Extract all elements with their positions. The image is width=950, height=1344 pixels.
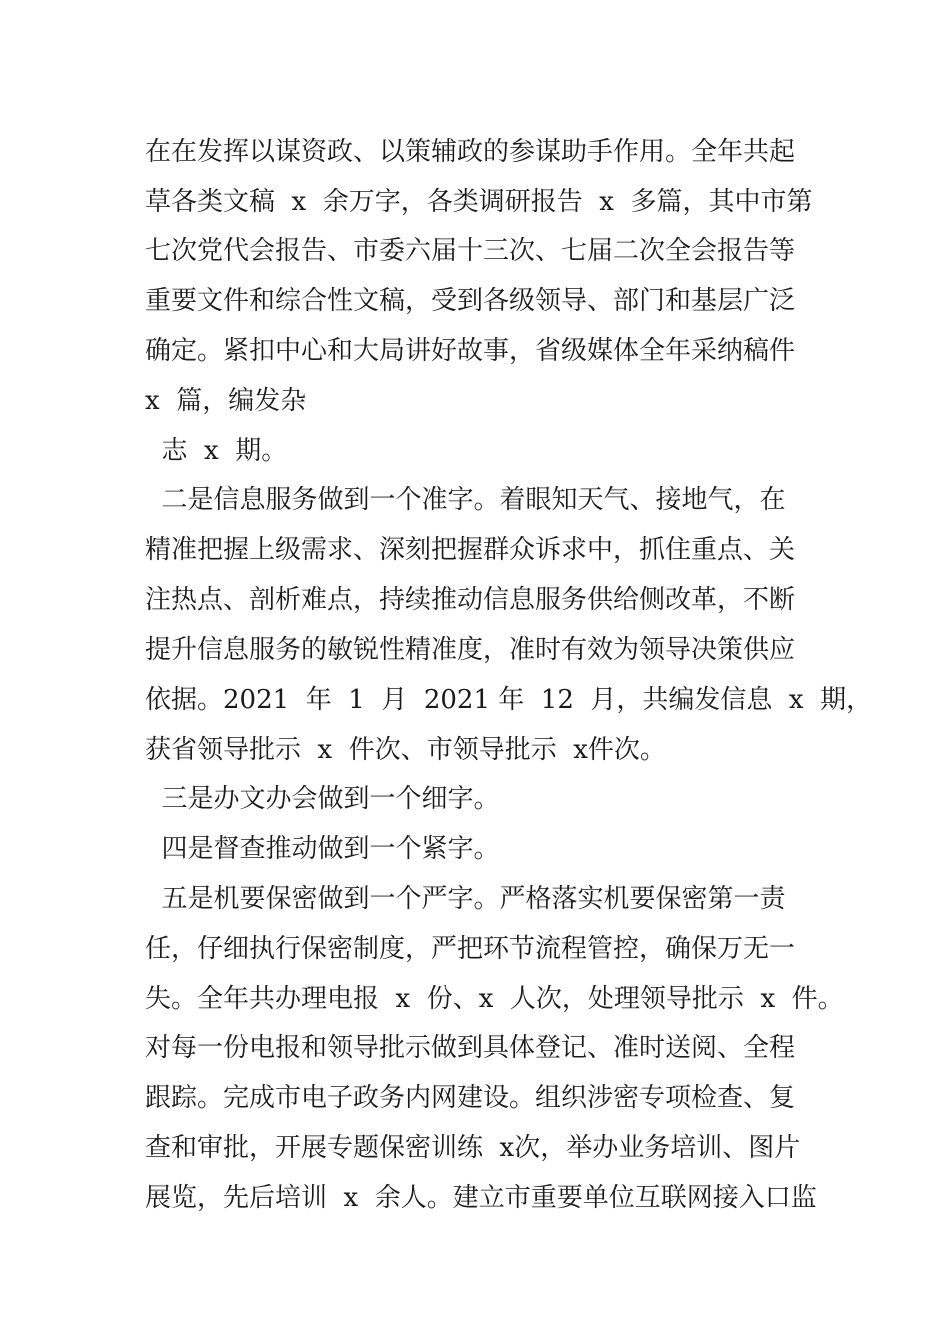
text-line: 五是机要保密做到一个严字。严格落实机要保密第一责 [145,884,786,914]
text-line: x 篇，编发杂 [145,386,307,416]
text-line: 确定。紧扣中心和大局讲好故事，省级媒体全年采纳稿件 [145,336,796,366]
text-line: 依据。2021 年 1 月 2021 年 12 月，共编发信息 x 期， [145,685,873,715]
text-line: 展览，先后培训 x 余人。建立市重要单位互联网接入口监 [145,1183,817,1213]
text-line: 草各类文稿 x 余万字，各类调研报告 x 多篇，其中市第 [145,187,813,217]
text-line: 跟踪。完成市电子政务内网建设。组织涉密专项检查、复 [145,1083,796,1113]
text-line: 在在发挥以谋资政、以策辅政的参谋助手作用。全年共起 [145,137,796,167]
text-line: 失。全年共办理电报 x 份、x 人次，处理领导批示 x 件。 [145,984,844,1014]
text-line: 二是信息服务做到一个准字。着眼知天气、接地气，在 [145,485,786,515]
text-line: 对每一份电报和领导批示做到具体登记、准时送阅、全程 [145,1033,796,1063]
text-line: 注热点、剖析难点，持续推动信息服务供给侧改革，不断 [145,585,796,615]
text-line: 精准把握上级需求、深刻把握群众诉求中，抓住重点、关 [145,535,796,565]
text-line: 七次党代会报告、市委六届十三次、七届二次全会报告等 [145,236,796,266]
text-line: 重要文件和综合性文稿，受到各级领导、部门和基层广泛 [145,286,796,316]
text-line: 志 x 期。 [145,436,288,466]
text-line: 四是督查推动做到一个紧字。 [145,834,500,864]
text-line: 三是办文办会做到一个细字。 [145,784,500,814]
text-line: 查和审批，开展专题保密训练 x次，举办业务培训、图片 [145,1133,801,1163]
text-line: 提升信息服务的敏锐性精准度，准时有效为领导决策供应 [145,635,796,665]
text-line: 任，仔细执行保密制度，严把环节流程管控，确保万无一 [145,934,796,964]
text-line: 获省领导批示 x 件次、市领导批示 x件次。 [145,735,666,765]
